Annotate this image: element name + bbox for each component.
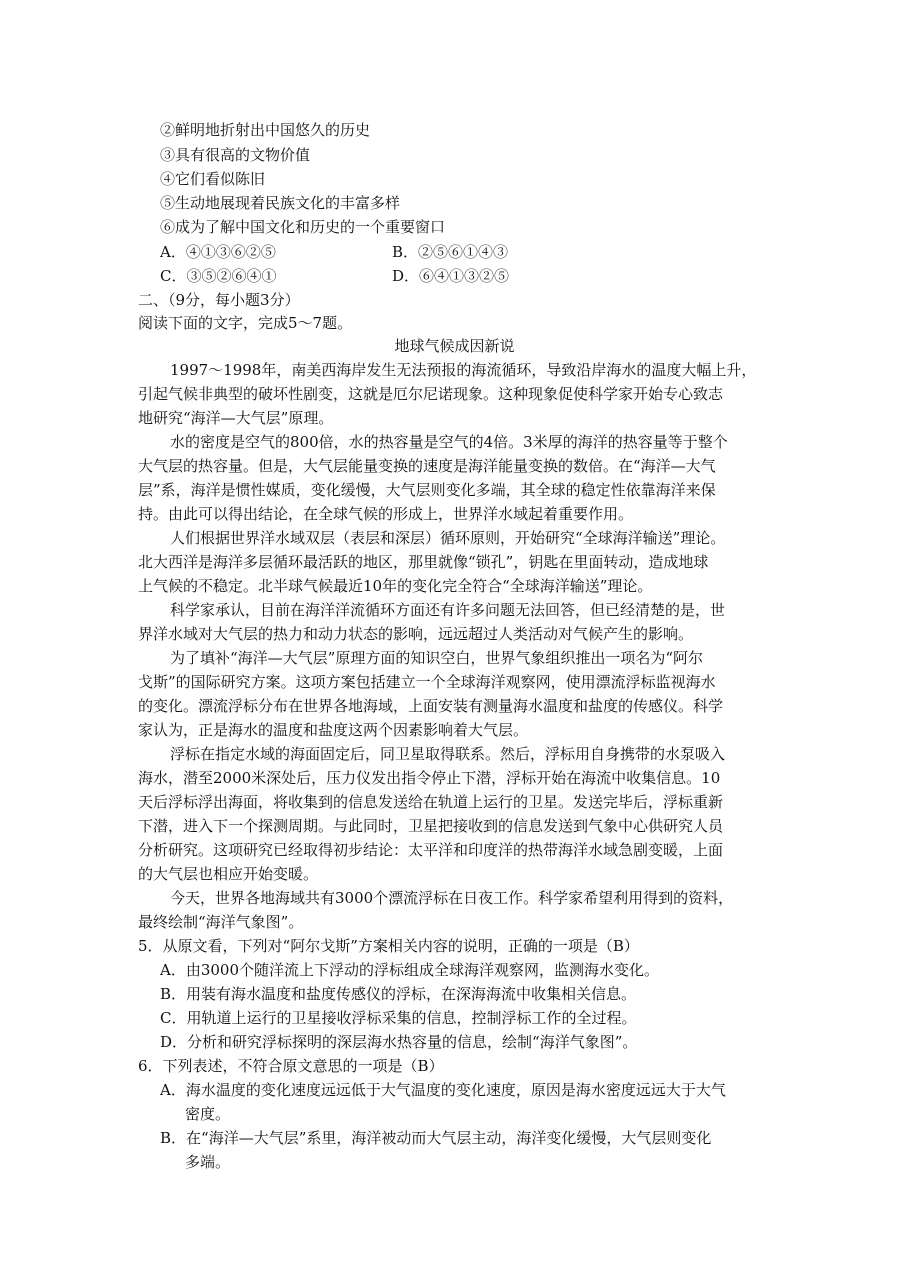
article-line: 1997～1998年，南美西海岸发生无法预报的海流循环，导致沿岸海水的温度大幅上升， bbox=[170, 361, 757, 379]
section-heading: 二、（9分，每小题3分） bbox=[138, 291, 300, 309]
article-line: 引起气候非典型的破坏性剧变，这就是厄尔尼诺现象。这种现象促使科学家开始专心致志 bbox=[138, 385, 724, 403]
article-line: 的大气层也相应开始变暖。 bbox=[138, 865, 319, 883]
article-line: 上气候的不稳定。北半球气候最近10年的变化完全符合“全球海洋输送”理论。 bbox=[138, 577, 653, 595]
ordering-item: ⑤生动地展现着民族文化的丰富多样 bbox=[160, 194, 401, 212]
option-b: B．②⑤⑥①④③ bbox=[392, 243, 509, 261]
article-line: 科学家承认，目前在海洋洋流循环方面还有许多问题无法回答，但已经清楚的是，世 bbox=[170, 601, 726, 619]
article-line: 下潜，进入下一个探测周期。与此同时，卫星把接收到的信息发送到气象中心供研究人员 bbox=[138, 817, 724, 835]
question-5-option-d: D．分析和研究浮标探明的深层海水热容量的信息，绘制“海洋气象图”。 bbox=[160, 1033, 638, 1051]
article-line: 海水，潜至2000米深处后，压力仪发出指令停止下潜，浮标开始在海流中收集信息。10 bbox=[138, 769, 721, 787]
option-a: A．④①③⑥②⑤ bbox=[160, 243, 276, 261]
article-line: 天后浮标浮出海面，将收集到的信息发送给在轨道上运行的卫星。发送完毕后，浮标重新 bbox=[138, 793, 724, 811]
article-line: 家认为，正是海水的温度和盐度这两个因素影响着大气层。 bbox=[138, 721, 529, 739]
question-5-stem: 5．从原文看，下列对“阿尔戈斯”方案相关内容的说明，正确的一项是（B） bbox=[138, 937, 639, 955]
article-line: 戈斯”的国际研究方案。这项方案包括建立一个全球海洋观察网，使用漂流浮标监视海水 bbox=[138, 673, 716, 691]
question-5-option-b: B．用装有海水温度和盐度传感仪的浮标，在深海海流中收集相关信息。 bbox=[160, 985, 637, 1003]
question-6-option-b-cont: 多端。 bbox=[185, 1153, 231, 1171]
question-6-option-a: A．海水温度的变化速度远远低于大气温度的变化速度，原因是海水密度远远大于大气 bbox=[160, 1081, 726, 1099]
article-title: 地球气候成因新说 bbox=[394, 337, 515, 355]
ordering-item: ⑥成为了解中国文化和历史的一个重要窗口 bbox=[160, 218, 446, 236]
article-line: 的变化。漂流浮标分布在世界各地海域，上面安装有测量海水温度和盐度的传感仪。科学 bbox=[138, 697, 724, 715]
article-line: 为了填补“海洋—大气层”原理方面的知识空白，世界气象组织推出一项名为“阿尔 bbox=[170, 649, 704, 667]
article-line: 分析研究。这项研究已经取得初步结论：太平洋和印度洋的热带海洋水域急剧变暖，上面 bbox=[138, 841, 724, 859]
question-5-option-c: C．用轨道上运行的卫星接收浮标采集的信息，控制浮标工作的全过程。 bbox=[160, 1009, 637, 1027]
question-5-option-a: A．由3000个随洋流上下浮动的浮标组成全球海洋观察网，监测海水变化。 bbox=[160, 961, 660, 979]
article-line: 北大西洋是海洋多层循环最活跃的地区，那里就像“锁孔”，钥匙在里面转动，造成地球 bbox=[138, 553, 709, 571]
question-6-option-a-cont: 密度。 bbox=[185, 1105, 231, 1123]
article-line: 持。由此可以得出结论，在全球气候的形成上，世界洋水域起着重要作用。 bbox=[138, 505, 634, 523]
article-line: 大气层的热容量。但是，大气层能量变换的速度是海洋能量变换的数倍。在“海洋—大气 bbox=[138, 457, 716, 475]
ordering-item: ④它们看似陈旧 bbox=[160, 170, 266, 188]
section-instruction: 阅读下面的文字，完成5～7题。 bbox=[138, 314, 353, 332]
article-line: 最终绘制“海洋气象图”。 bbox=[138, 913, 304, 931]
article-line: 浮标在指定水域的海面固定后，同卫星取得联系。然后，浮标用自身携带的水泵吸入 bbox=[170, 745, 726, 763]
question-6-stem: 6．下列表述，不符合原文意思的一项是（B） bbox=[138, 1057, 444, 1075]
option-d: D．⑥④①③②⑤ bbox=[392, 267, 510, 285]
article-line: 水的密度是空气的800倍，水的热容量是空气的4倍。3米厚的海洋的热容量等于整个 bbox=[170, 433, 728, 451]
ordering-item: ③具有很高的文物价值 bbox=[160, 146, 311, 164]
article-line: 人们根据世界洋水域双层（表层和深层）循环原则，开始研究“全球海洋输送”理论。 bbox=[170, 529, 726, 547]
article-line: 界洋水域对大气层的热力和动力状态的影响，远远超过人类活动对气候产生的影响。 bbox=[138, 625, 694, 643]
article-line: 地研究“海洋—大气层”原理。 bbox=[138, 409, 334, 427]
article-line: 今天，世界各地海域共有3000个漂流浮标在日夜工作。科学家希望利用得到的资料， bbox=[170, 889, 734, 907]
question-6-option-b: B．在“海洋—大气层”系里，海洋被动而大气层主动，海洋变化缓慢，大气层则变化 bbox=[160, 1129, 712, 1147]
ordering-item: ②鲜明地折射出中国悠久的历史 bbox=[160, 121, 371, 139]
option-c: C．③⑤②⑥④① bbox=[160, 267, 277, 285]
article-line: 层”系，海洋是惯性媒质，变化缓慢，大气层则变化多端，其全球的稳定性依靠海洋来保 bbox=[138, 481, 716, 499]
